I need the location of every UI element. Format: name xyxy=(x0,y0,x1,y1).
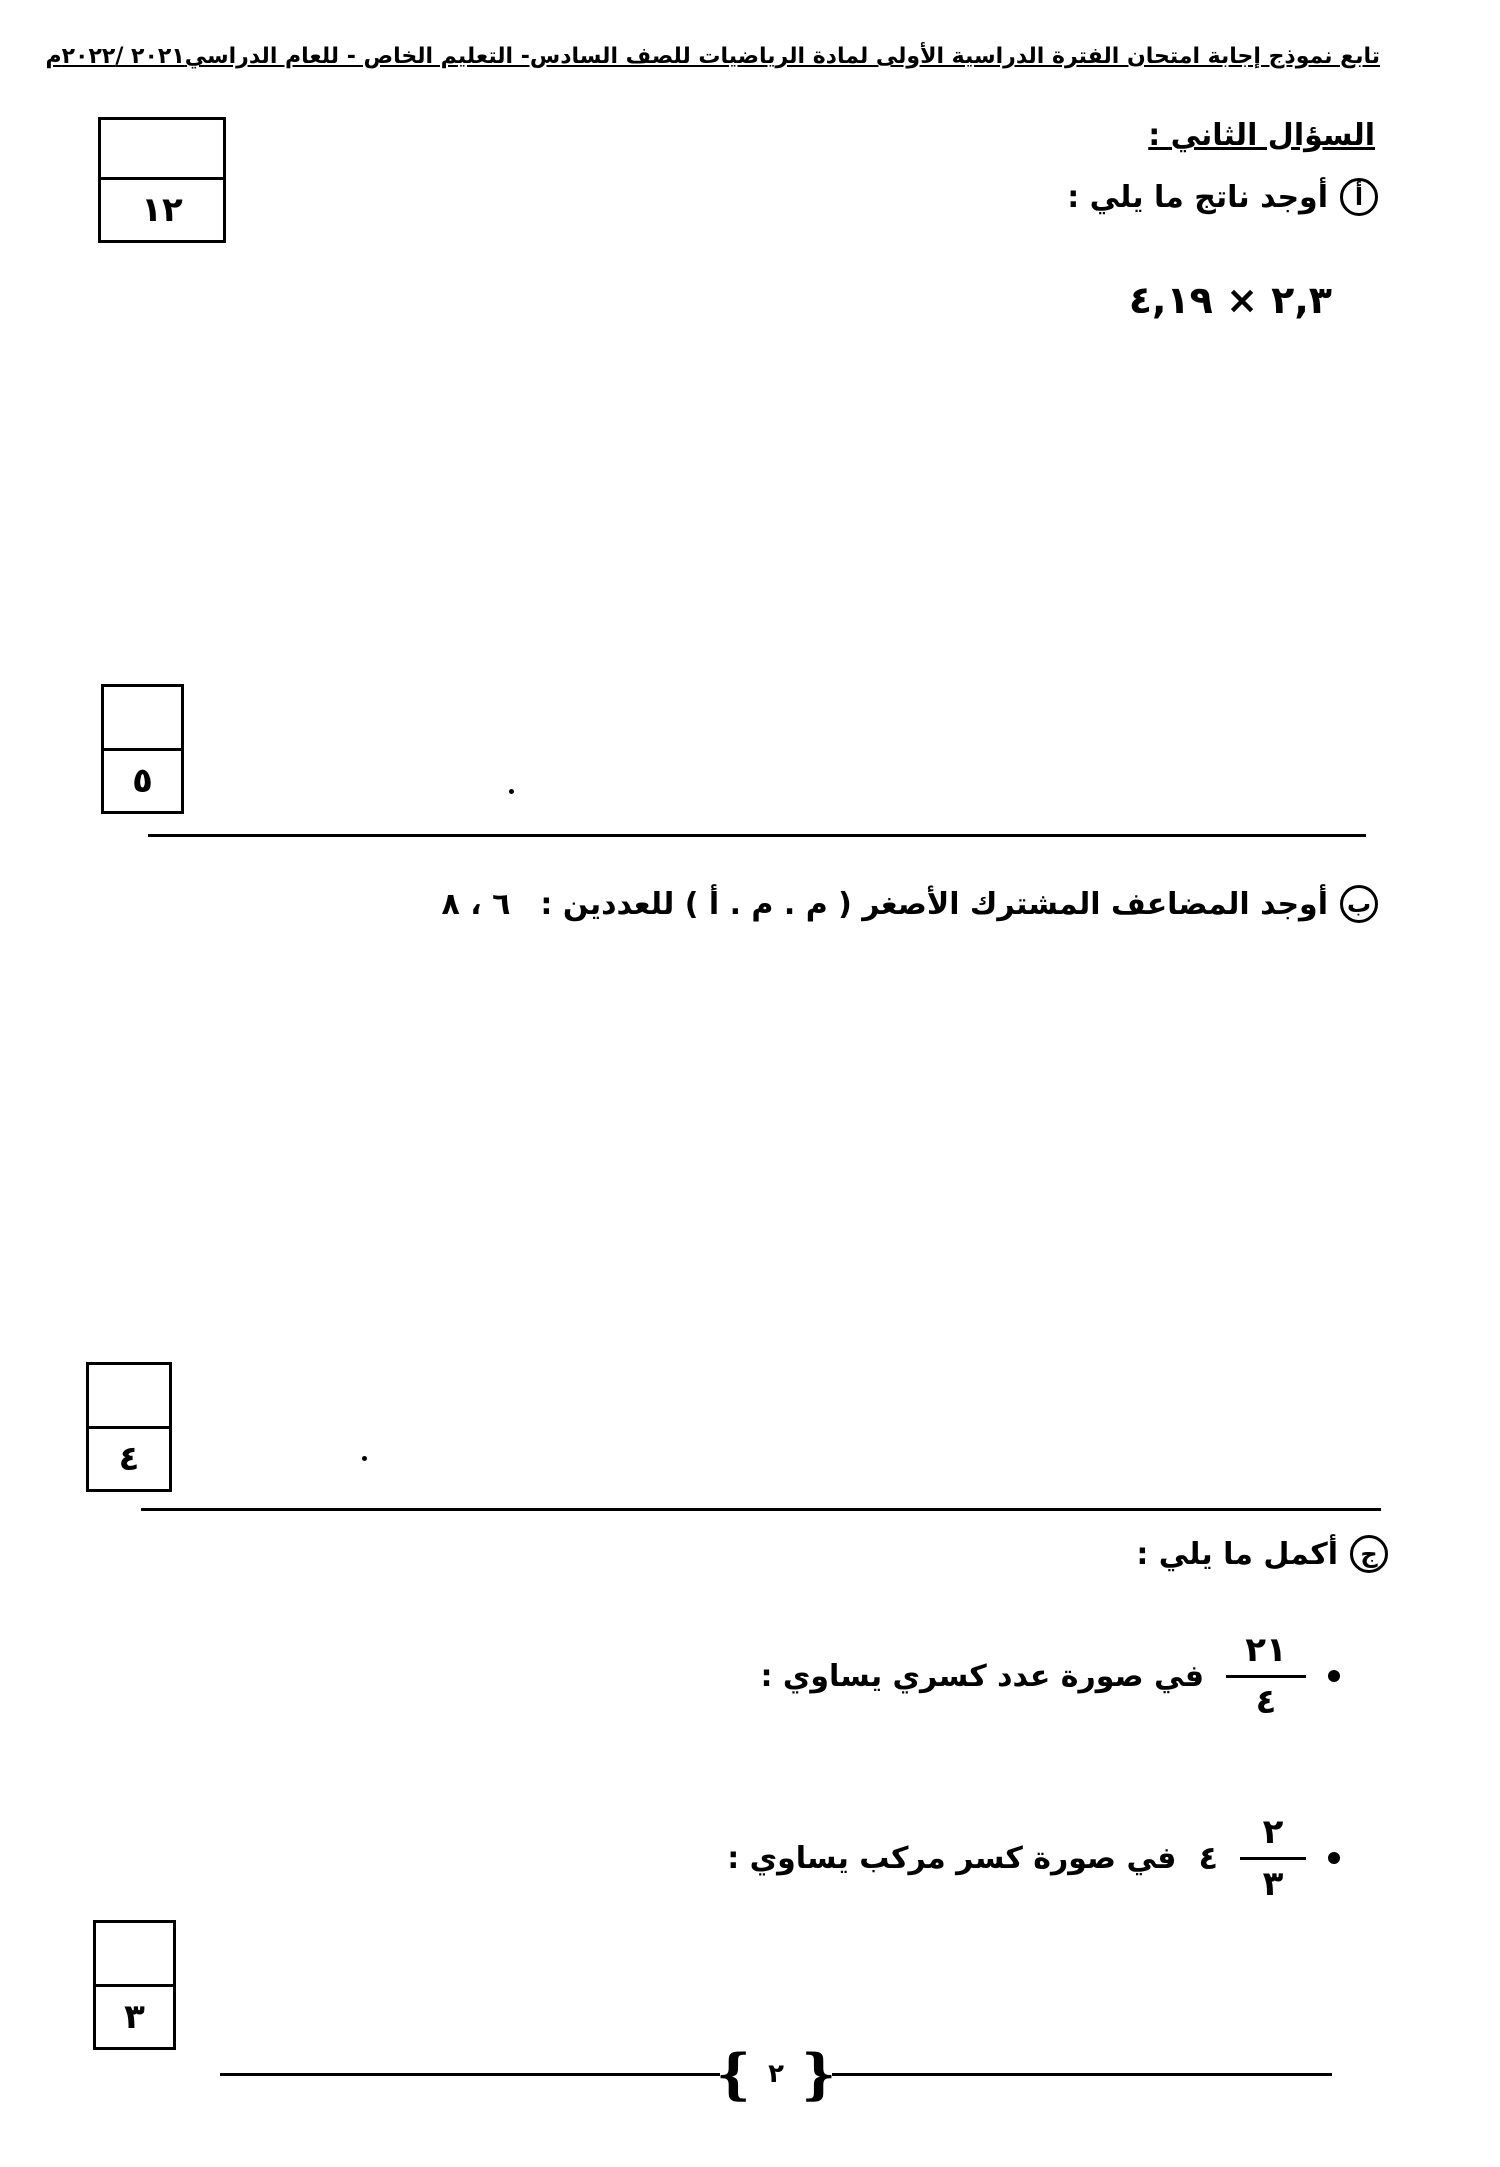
score-box-part-a-2 xyxy=(101,684,184,814)
whole-number: ٤ xyxy=(1198,1839,1218,1878)
numerator: ٢ xyxy=(1262,1812,1284,1852)
part-a-letter: أ xyxy=(1340,178,1378,216)
score-value: ١٢ xyxy=(141,190,183,230)
footer-line-left xyxy=(220,2073,720,2076)
brace-open: { xyxy=(716,2042,751,2106)
brace-close: } xyxy=(801,2042,836,2106)
section-divider xyxy=(148,834,1366,837)
score-box-part-a xyxy=(98,117,226,243)
part-c-label: أكمل ما يلي : xyxy=(1136,1536,1338,1572)
fill-item-1 xyxy=(760,1630,1340,1723)
part-b-label: أوجد المضاعف المشترك الأصغر ( م . م . أ ) للعددين : xyxy=(540,886,1328,922)
page-number: ٢ xyxy=(768,2059,784,2089)
score-value: ٥ xyxy=(132,761,153,801)
score-box-part-b xyxy=(86,1362,172,1492)
stray-dot xyxy=(509,789,514,794)
part-c-heading xyxy=(1136,1535,1388,1573)
part-a-label: أوجد ناتج ما يلي : xyxy=(1067,179,1328,215)
denominator: ٣ xyxy=(1262,1863,1284,1904)
score-value: ٤ xyxy=(118,1439,140,1479)
part-b-numbers: ٦ ، ٨ xyxy=(441,886,511,922)
fill-item-2 xyxy=(727,1812,1340,1905)
footer-line-right xyxy=(832,2073,1332,2076)
section-divider xyxy=(141,1508,1381,1511)
part-b-letter: ب xyxy=(1340,885,1378,923)
part-b-heading xyxy=(441,885,1378,923)
document-header: تابع نموذج إجابة امتحان الفترة الدراسية الأولى لمادة الرياضيات للصف السادس- التعليم الخاص - للعام الدراسي٢٠٢١ /٢٠٢٢م xyxy=(45,44,1380,69)
fraction xyxy=(1226,1630,1306,1723)
score-box-part-c xyxy=(93,1920,176,2050)
page-number-group xyxy=(716,2042,836,2106)
question-title: السؤال الثاني : xyxy=(1148,118,1375,153)
bullet-icon xyxy=(1328,1670,1340,1682)
fraction xyxy=(1240,1812,1306,1905)
stray-dot xyxy=(362,1456,367,1461)
bullet-icon xyxy=(1328,1852,1340,1864)
denominator: ٤ xyxy=(1255,1681,1277,1722)
part-a-expression: ٢,٣ × ٤,١٩ xyxy=(1128,278,1332,322)
score-value: ٣ xyxy=(124,1997,145,2037)
fill-item-1-text: في صورة عدد كسري يساوي : xyxy=(760,1658,1204,1694)
part-a-heading xyxy=(1067,178,1378,216)
numerator: ٢١ xyxy=(1245,1630,1287,1670)
part-c-letter: ج xyxy=(1350,1535,1388,1573)
fill-item-2-text: في صورة كسر مركب يساوي : xyxy=(727,1840,1177,1876)
